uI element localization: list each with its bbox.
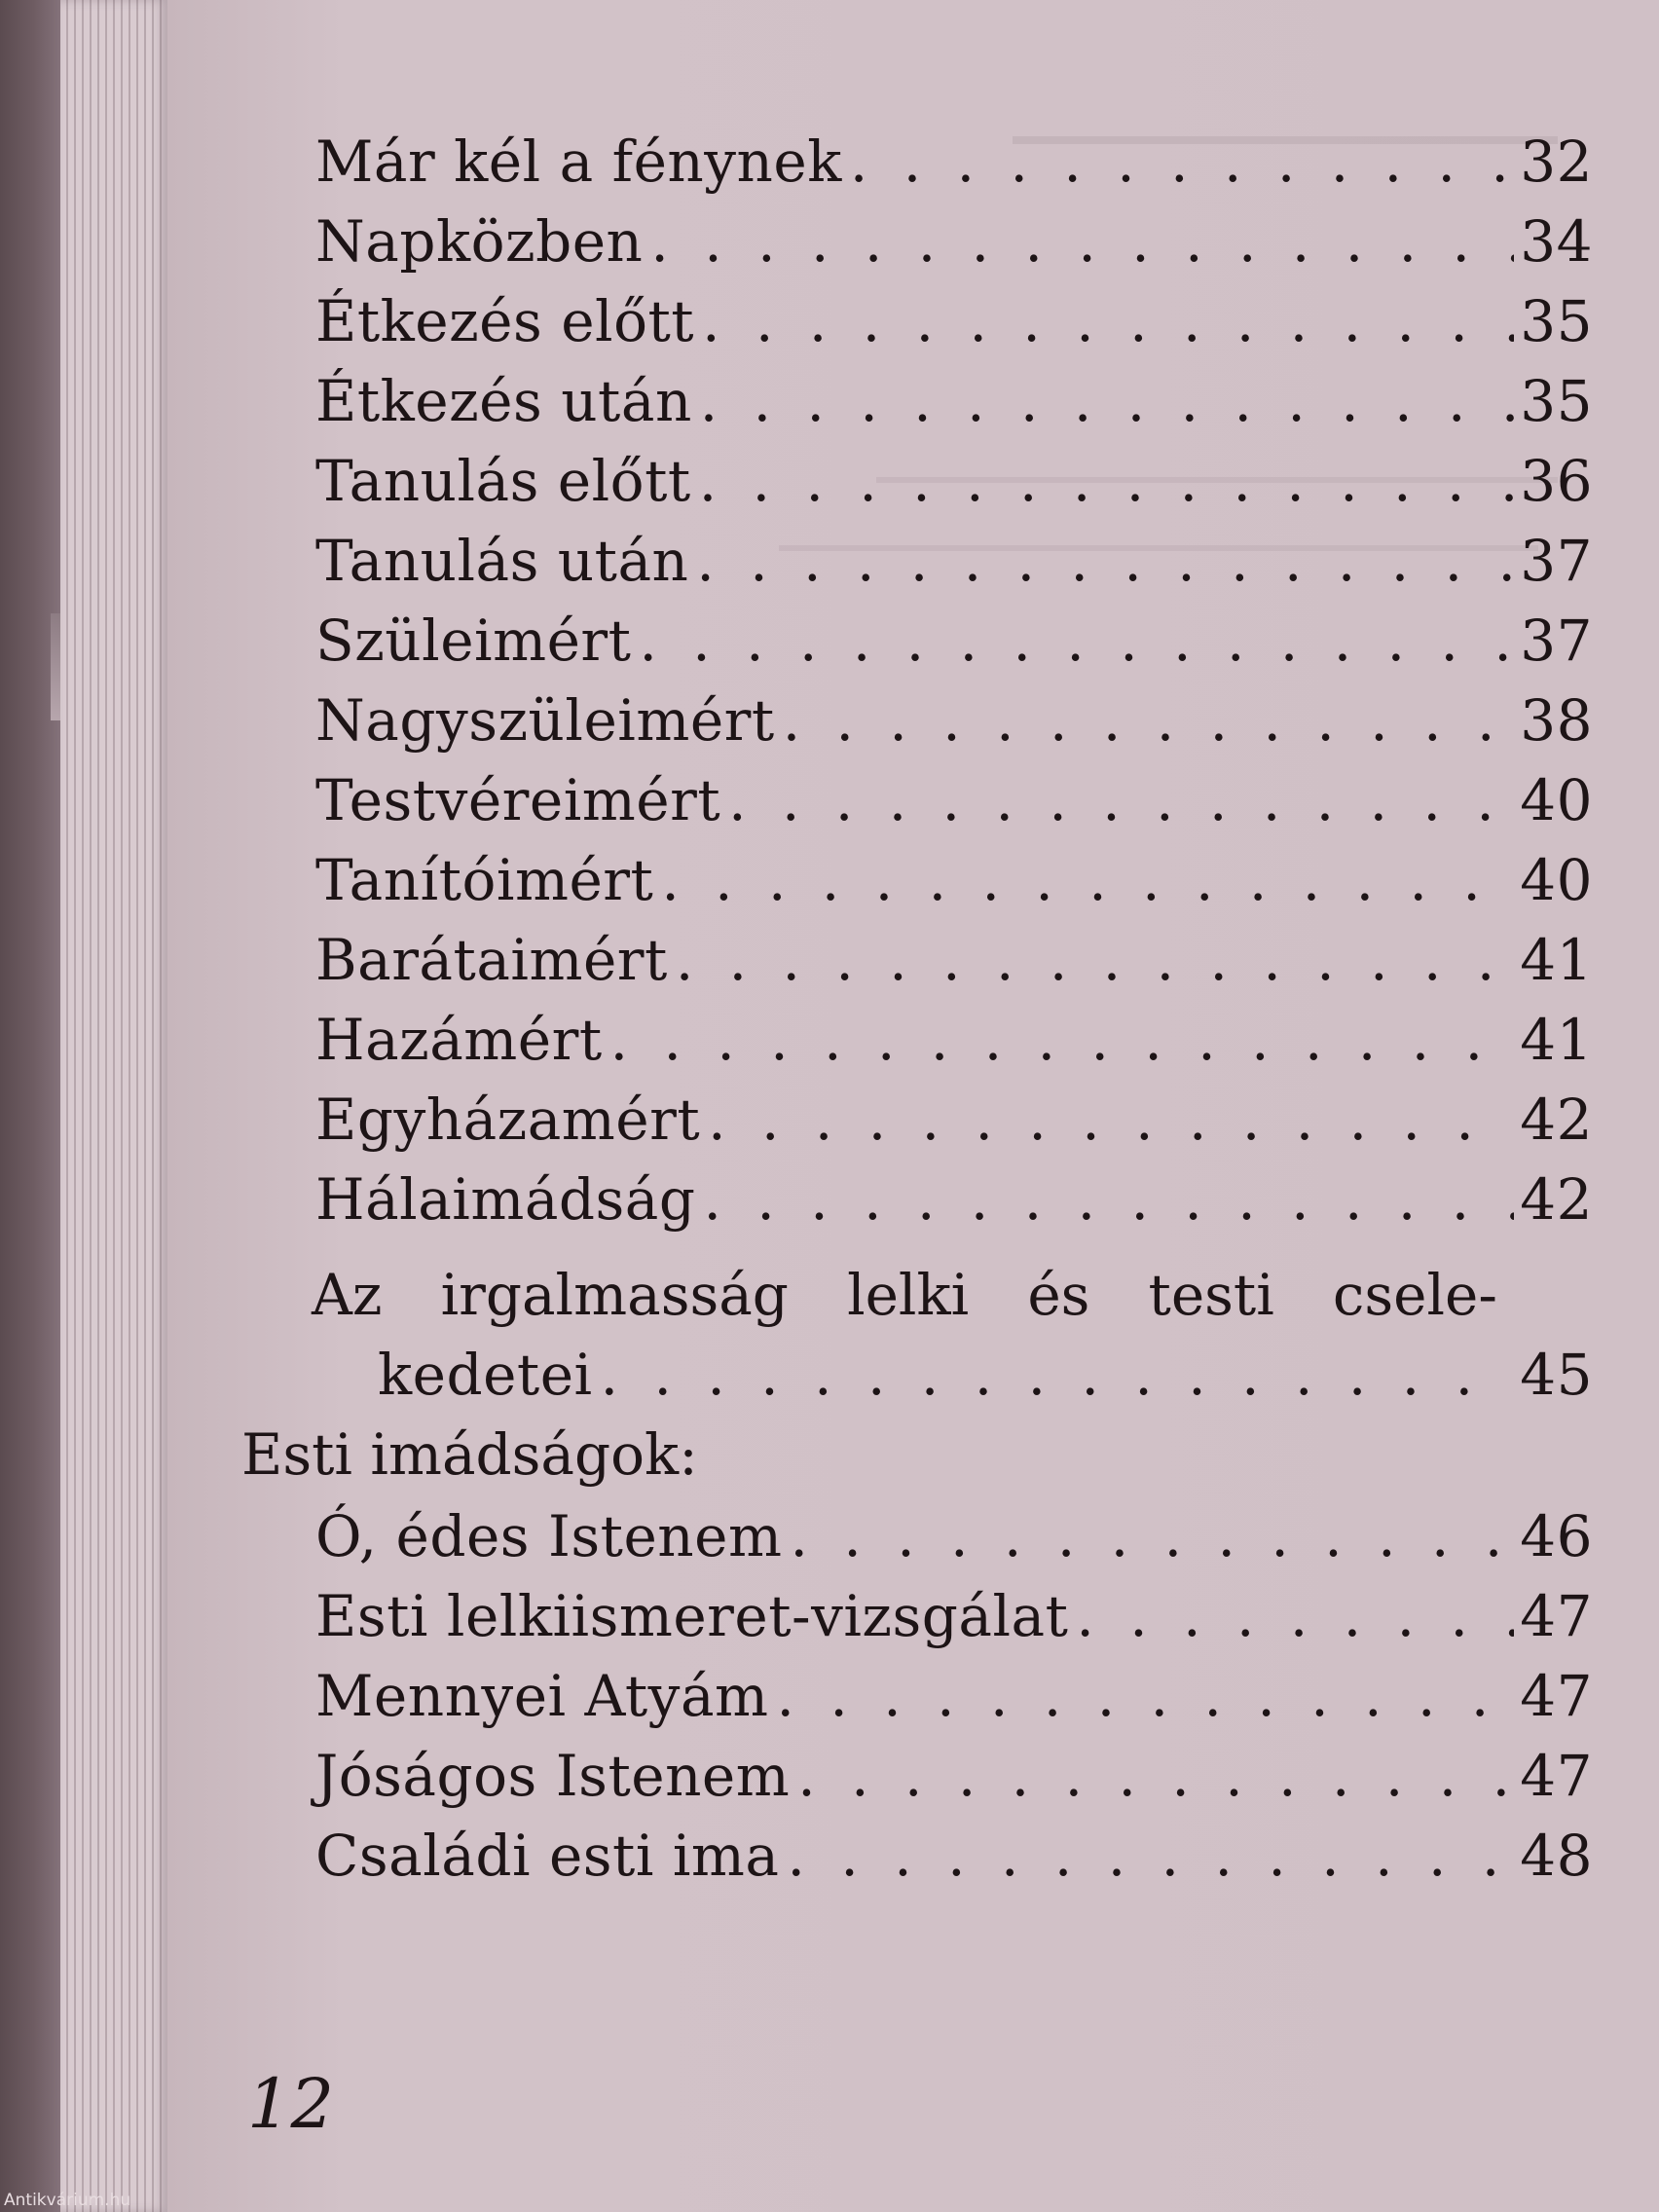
dot-leader (777, 1663, 1515, 1729)
toc-entry (315, 208, 1593, 288)
toc-entry-page: 47 (1520, 1663, 1593, 1729)
toc-entry (315, 129, 1593, 208)
word: csele- (1332, 1262, 1497, 1328)
word: lelki (847, 1262, 970, 1328)
toc-entry (315, 448, 1593, 528)
dot-leader (661, 847, 1514, 913)
toc-entry (315, 1663, 1593, 1743)
toc-entry (315, 1007, 1593, 1087)
dot-leader (728, 767, 1514, 833)
dot-leader (791, 1503, 1515, 1569)
toc-entry-page: 47 (1520, 1583, 1593, 1649)
toc-entry-title: kedetei (378, 1342, 593, 1408)
page-number: 12 (247, 2064, 335, 2144)
toc-entry-page: 35 (1520, 288, 1593, 354)
toc-entry-page: 32 (1520, 129, 1593, 195)
toc-entry-page: 34 (1520, 208, 1593, 275)
dot-leader (650, 208, 1514, 275)
dot-leader (1076, 1583, 1514, 1649)
toc-entry (315, 927, 1593, 1007)
toc-entry-title: Mennyei Atyám (315, 1663, 769, 1729)
dot-leader (639, 608, 1514, 674)
toc-entry-page: 38 (1520, 687, 1593, 754)
toc-entry-title: Már kél a fénynek (315, 129, 842, 195)
toc-entry-page: 41 (1520, 927, 1593, 993)
toc-entry-page: 42 (1520, 1166, 1593, 1233)
dot-leader (787, 1823, 1514, 1889)
toc-entry (315, 687, 1593, 767)
toc-entry-title: Szüleimért (315, 608, 632, 674)
toc-entry (315, 767, 1593, 847)
dot-leader (700, 368, 1514, 434)
toc-entry-page: 40 (1520, 767, 1593, 833)
dot-leader (696, 528, 1514, 594)
dot-leader (797, 1743, 1514, 1809)
section-heading: Esti imádságok: (241, 1421, 698, 1488)
toc-entry-title: Nagyszüleimért (315, 687, 775, 754)
toc-entry-page: 36 (1520, 448, 1593, 514)
toc-entry (315, 1583, 1593, 1663)
dot-leader (699, 448, 1514, 514)
toc-entry (315, 528, 1593, 608)
dot-leader (702, 288, 1514, 354)
toc-entry-title: Napközben (315, 208, 644, 275)
toc-entry-page: 46 (1520, 1503, 1593, 1569)
toc-entry-multiline-first (312, 1262, 1497, 1328)
toc-entry-title: Jóságos Istenem (315, 1743, 791, 1809)
toc-entry-title: Tanulás után (315, 528, 689, 594)
toc-entry-page: 37 (1520, 608, 1593, 674)
toc-entry-page: 37 (1520, 528, 1593, 594)
dot-leader (708, 1087, 1514, 1153)
toc-entry (315, 1743, 1593, 1823)
toc-entry-page: 35 (1520, 368, 1593, 434)
toc-entry-title: Hálaimádság (315, 1166, 696, 1233)
word: Az (312, 1262, 383, 1328)
toc-entry (315, 368, 1593, 448)
toc-entry-title: Családi esti ima (315, 1823, 780, 1889)
toc-entry-title: Esti lelkiismeret-vizsgálat (315, 1583, 1069, 1649)
toc-entry-page: 40 (1520, 847, 1593, 913)
toc-entry (315, 1503, 1593, 1583)
watermark: Antikvárium.hu (4, 2191, 131, 2210)
dot-leader (783, 687, 1515, 754)
toc-entry-title: Tanítóimért (315, 847, 654, 913)
toc-entry (315, 288, 1593, 368)
dot-leader (676, 927, 1514, 993)
toc-entry-page: 42 (1520, 1087, 1593, 1153)
word: testi (1148, 1262, 1274, 1328)
toc-entry-title: Egyházamért (315, 1087, 701, 1153)
word: és (1027, 1262, 1090, 1328)
toc-entry (315, 1166, 1593, 1246)
toc-entry-title: Hazámért (315, 1007, 603, 1073)
toc-entry (315, 608, 1593, 687)
dot-leader (704, 1166, 1515, 1233)
toc-entry-page: 48 (1520, 1823, 1593, 1889)
toc-entry (315, 847, 1593, 927)
toc-entry-title: Testvéreimért (315, 767, 721, 833)
toc-entry (315, 1087, 1593, 1166)
toc-entry (378, 1342, 1593, 1421)
toc-entry-page: 45 (1520, 1342, 1593, 1408)
word: irgalmasság (440, 1262, 789, 1328)
toc-entry-title: Étkezés előtt (315, 288, 695, 354)
toc-entry-title: Barátaimért (315, 927, 668, 993)
toc-entry-title: Tanulás előtt (315, 448, 691, 514)
toc-entry (315, 1823, 1593, 1902)
toc-entry-page: 41 (1520, 1007, 1593, 1073)
toc-entry-title: Étkezés után (315, 368, 692, 434)
toc-entry-title: Ó, édes Istenem (315, 1503, 783, 1569)
dot-leader (610, 1007, 1515, 1073)
dot-leader (601, 1342, 1515, 1408)
dot-leader (850, 129, 1514, 195)
toc-entry-page: 47 (1520, 1743, 1593, 1809)
